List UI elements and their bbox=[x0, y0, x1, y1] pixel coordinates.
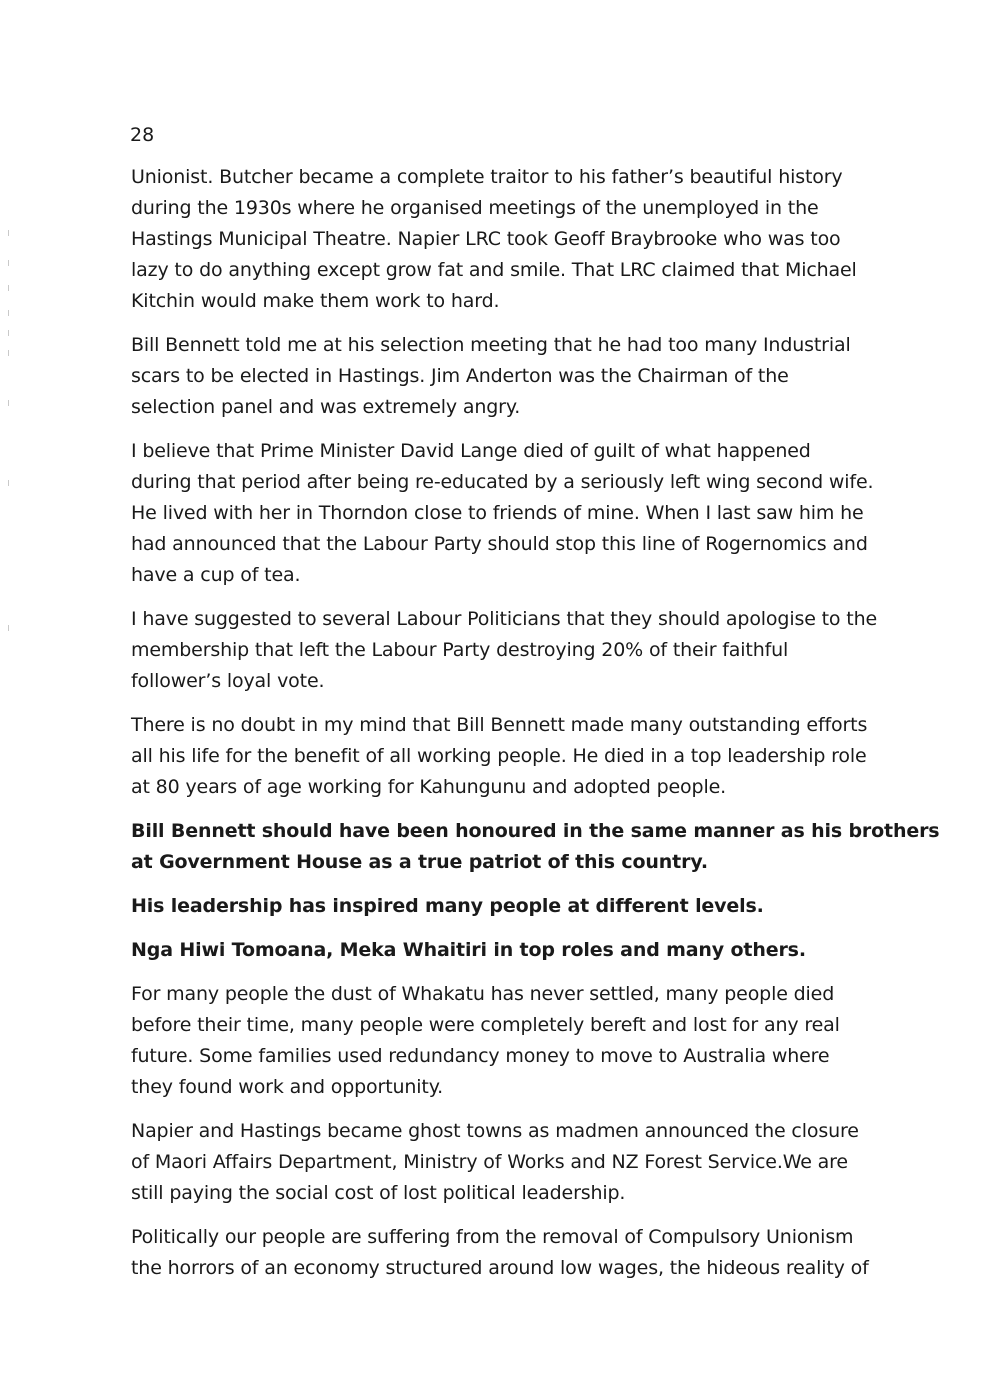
text-line: I believe that Prime Minister David Lange died of guilt of what happened bbox=[131, 440, 811, 462]
text-line: of Maori Affairs Department, Ministry of Works and NZ Forest Service.We are bbox=[131, 1151, 848, 1173]
bold-paragraph bbox=[131, 935, 891, 966]
paragraph bbox=[131, 979, 891, 1103]
paragraph bbox=[131, 604, 891, 697]
text-line: I have suggested to several Labour Politicians that they should apologise to the bbox=[131, 608, 878, 630]
text-line: at 80 years of age working for Kahungunu and adopted people. bbox=[131, 776, 727, 798]
text-line: selection panel and was extremely angry. bbox=[131, 396, 521, 418]
text-line: Hastings Municipal Theatre. Napier LRC took Geoff Braybrooke who was too bbox=[131, 228, 841, 250]
text-line: follower’s loyal vote. bbox=[131, 670, 325, 692]
text-line: Politically our people are suffering from the removal of Compulsory Unionism bbox=[131, 1226, 854, 1248]
bold-paragraph bbox=[131, 816, 940, 878]
text-line: they found work and opportunity. bbox=[131, 1076, 443, 1098]
text-line: still paying the social cost of lost political leadership. bbox=[131, 1182, 626, 1204]
text-line: have a cup of tea. bbox=[131, 564, 301, 586]
text-line: Bill Bennett told me at his selection meeting that he had too many Industrial bbox=[131, 334, 851, 356]
text-line: His leadership has inspired many people at different levels. bbox=[131, 895, 764, 917]
paragraph bbox=[131, 1116, 891, 1209]
text-line: membership that left the Labour Party destroying 20% of their faithful bbox=[131, 639, 789, 661]
paragraph bbox=[131, 710, 891, 803]
paragraph bbox=[131, 330, 891, 423]
bold-paragraph bbox=[131, 891, 891, 922]
body-text bbox=[131, 162, 940, 1297]
text-line: at Government House as a true patriot of this country. bbox=[131, 851, 708, 873]
text-line: during the 1930s where he organised meetings of the unemployed in the bbox=[131, 197, 819, 219]
text-line: Kitchin would make them work to hard. bbox=[131, 290, 500, 312]
text-line: He lived with her in Thorndon close to friends of mine. When I last saw him he bbox=[131, 502, 864, 524]
paragraph bbox=[131, 1222, 891, 1284]
paragraph bbox=[131, 162, 891, 317]
page-number: 28 bbox=[130, 124, 155, 146]
text-line: Nga Hiwi Tomoana, Meka Whaitiri in top roles and many others. bbox=[131, 939, 806, 961]
text-line: For many people the dust of Whakatu has never settled, many people died bbox=[131, 983, 835, 1005]
text-line: Unionist. Butcher became a complete traitor to his father’s beautiful history bbox=[131, 166, 843, 188]
text-line: Napier and Hastings became ghost towns as madmen announced the closure bbox=[131, 1120, 859, 1142]
text-line: had announced that the Labour Party should stop this line of Rogernomics and bbox=[131, 533, 868, 555]
text-line: before their time, many people were completely bereft and lost for any real bbox=[131, 1014, 840, 1036]
text-line: during that period after being re-educated by a seriously left wing second wife. bbox=[131, 471, 874, 493]
text-line: Bill Bennett should have been honoured in the same manner as his brothers bbox=[131, 820, 940, 842]
text-line: lazy to do anything except grow fat and smile. That LRC claimed that Michael bbox=[131, 259, 857, 281]
text-line: scars to be elected in Hastings. Jim Anderton was the Chairman of the bbox=[131, 365, 789, 387]
text-line: There is no doubt in my mind that Bill Bennett made many outstanding efforts bbox=[131, 714, 868, 736]
scan-margin-marks bbox=[8, 230, 12, 650]
text-line: the horrors of an economy structured around low wages, the hideous reality of bbox=[131, 1257, 869, 1279]
text-line: future. Some families used redundancy money to move to Australia where bbox=[131, 1045, 830, 1067]
text-line: all his life for the benefit of all working people. He died in a top leadership role bbox=[131, 745, 867, 767]
paragraph bbox=[131, 436, 891, 591]
